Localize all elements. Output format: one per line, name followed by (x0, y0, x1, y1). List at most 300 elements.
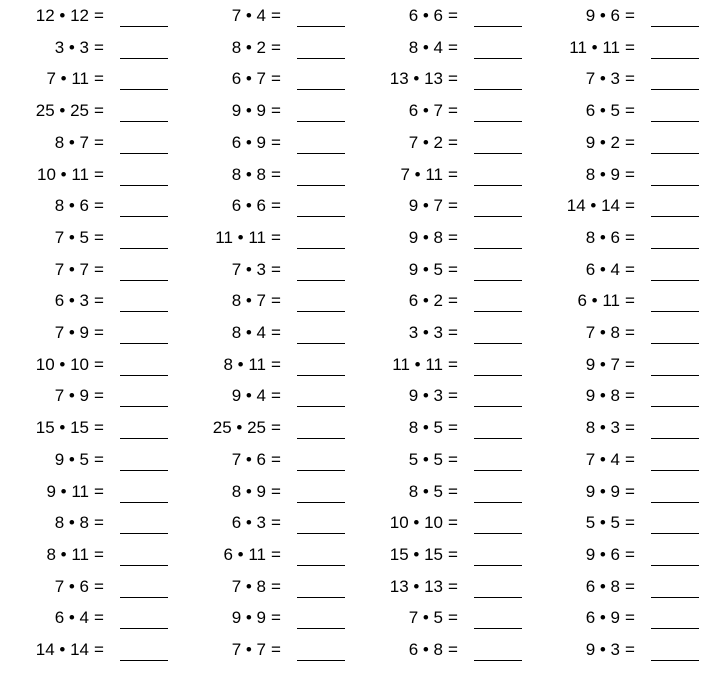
answer-blank[interactable] (120, 660, 168, 661)
answer-blank[interactable] (120, 628, 168, 629)
problem-row (177, 159, 357, 191)
answer-blank[interactable] (120, 58, 168, 59)
problem-column-1 (0, 0, 180, 675)
problem-row (354, 95, 534, 127)
equals-sign: = (625, 544, 635, 564)
multiplication-problem: 6 • 4 (585, 259, 620, 279)
equals-sign: = (448, 69, 458, 89)
problem-row (531, 32, 711, 64)
multiplication-problem: 9 • 11 (46, 481, 89, 501)
answer-blank[interactable] (651, 216, 699, 217)
answer-blank[interactable] (120, 343, 168, 344)
answer-blank[interactable] (120, 153, 168, 154)
equals-sign: = (94, 6, 104, 25)
answer-blank[interactable] (474, 58, 522, 59)
problem-row (177, 380, 357, 412)
multiplication-problem: 7 • 4 (585, 449, 620, 469)
answer-blank[interactable] (297, 375, 345, 376)
answer-blank[interactable] (651, 280, 699, 281)
problem-row (177, 571, 357, 603)
problem-row (531, 254, 711, 286)
multiplication-problem: 12 • 12 (35, 6, 89, 25)
answer-blank[interactable] (474, 628, 522, 629)
problem-row (0, 634, 180, 666)
answer-blank[interactable] (651, 343, 699, 344)
equals-sign: = (448, 544, 458, 564)
problem-row (177, 349, 357, 381)
multiplication-problem: 11 • 11 (569, 37, 620, 57)
equals-sign: = (625, 132, 635, 152)
problem-row (177, 222, 357, 254)
problem-row (531, 222, 711, 254)
equals-sign: = (448, 196, 458, 216)
problem-row (354, 602, 534, 634)
answer-blank[interactable] (120, 121, 168, 122)
multiplication-problem: 11 • 11 (215, 227, 266, 247)
answer-blank[interactable] (120, 533, 168, 534)
problem-row (531, 63, 711, 95)
equals-sign: = (271, 101, 281, 121)
equals-sign: = (448, 132, 458, 152)
answer-blank[interactable] (297, 533, 345, 534)
multiplication-problem: 9 • 5 (54, 449, 89, 469)
equals-sign: = (625, 640, 635, 659)
multiplication-problem: 9 • 3 (585, 640, 620, 659)
multiplication-problem: 9 • 2 (585, 132, 620, 152)
equals-sign: = (94, 513, 104, 533)
problem-row (0, 380, 180, 412)
problem-column-3 (354, 0, 534, 675)
multiplication-problem: 6 • 5 (585, 101, 620, 121)
equals-sign: = (271, 354, 281, 374)
equals-sign: = (94, 227, 104, 247)
problem-row (531, 507, 711, 539)
multiplication-problem: 6 • 3 (231, 513, 266, 533)
equals-sign: = (625, 37, 635, 57)
multiplication-problem: 10 • 11 (37, 164, 89, 184)
answer-blank[interactable] (297, 343, 345, 344)
problem-row (354, 32, 534, 64)
equals-sign: = (625, 227, 635, 247)
answer-blank[interactable] (120, 406, 168, 407)
problem-row (531, 539, 711, 571)
answer-blank[interactable] (474, 121, 522, 122)
answer-blank[interactable] (474, 280, 522, 281)
problem-row (177, 412, 357, 444)
equals-sign: = (94, 291, 104, 311)
problem-row (354, 285, 534, 317)
equals-sign: = (271, 418, 281, 438)
equals-sign: = (94, 418, 104, 438)
multiplication-problem: 8 • 6 (54, 196, 89, 216)
multiplication-problem: 6 • 6 (231, 196, 266, 216)
problem-row (0, 349, 180, 381)
problem-column-2 (177, 0, 357, 675)
problem-row (177, 539, 357, 571)
answer-blank[interactable] (651, 502, 699, 503)
problem-row (354, 412, 534, 444)
problem-row (177, 63, 357, 95)
answer-blank[interactable] (120, 502, 168, 503)
answer-blank[interactable] (651, 311, 699, 312)
multiplication-problem: 6 • 11 (577, 291, 620, 311)
multiplication-problem: 9 • 6 (585, 6, 620, 25)
answer-blank[interactable] (297, 438, 345, 439)
equals-sign: = (271, 608, 281, 628)
multiplication-problem: 6 • 4 (54, 608, 89, 628)
equals-sign: = (625, 449, 635, 469)
multiplication-problem: 6 • 11 (223, 544, 266, 564)
multiplication-problem: 10 • 10 (389, 513, 443, 533)
problem-row (177, 0, 357, 32)
multiplication-problem: 9 • 5 (408, 259, 443, 279)
problem-row (531, 285, 711, 317)
multiplication-problem: 7 • 11 (400, 164, 443, 184)
multiplication-problem: 5 • 5 (585, 513, 620, 533)
multiplication-problem: 6 • 3 (54, 291, 89, 311)
multiplication-problem: 7 • 4 (231, 6, 266, 25)
multiplication-problem: 8 • 7 (54, 132, 89, 152)
problem-row (177, 444, 357, 476)
multiplication-problem: 8 • 4 (408, 37, 443, 57)
problem-row (354, 444, 534, 476)
answer-blank[interactable] (297, 280, 345, 281)
multiplication-problem: 15 • 15 (389, 544, 443, 564)
answer-blank[interactable] (297, 153, 345, 154)
answer-blank[interactable] (474, 216, 522, 217)
problem-row (0, 317, 180, 349)
multiplication-problem: 7 • 5 (54, 227, 89, 247)
answer-blank[interactable] (474, 502, 522, 503)
problem-row (531, 412, 711, 444)
answer-blank[interactable] (474, 26, 522, 27)
problem-row (177, 602, 357, 634)
answer-blank[interactable] (120, 565, 168, 566)
answer-blank[interactable] (474, 438, 522, 439)
equals-sign: = (271, 69, 281, 89)
equals-sign: = (94, 101, 104, 121)
multiplication-problem: 14 • 14 (35, 640, 89, 659)
equals-sign: = (271, 323, 281, 342)
problem-row (354, 222, 534, 254)
equals-sign: = (625, 259, 635, 279)
problem-row (354, 0, 534, 32)
multiplication-problem: 15 • 15 (35, 418, 89, 438)
multiplication-problem: 7 • 8 (585, 323, 620, 342)
equals-sign: = (448, 449, 458, 469)
equals-sign: = (271, 259, 281, 279)
problem-row (354, 159, 534, 191)
problem-row (531, 571, 711, 603)
answer-blank[interactable] (651, 438, 699, 439)
answer-blank[interactable] (474, 660, 522, 661)
problem-row (0, 0, 180, 32)
problem-row (354, 571, 534, 603)
multiplication-problem: 9 • 8 (408, 227, 443, 247)
multiplication-problem: 8 • 7 (231, 291, 266, 311)
multiplication-problem: 3 • 3 (54, 37, 89, 57)
equals-sign: = (448, 101, 458, 121)
equals-sign: = (271, 640, 281, 659)
answer-blank[interactable] (474, 248, 522, 249)
answer-blank[interactable] (474, 406, 522, 407)
equals-sign: = (271, 513, 281, 533)
equals-sign: = (625, 323, 635, 342)
problem-row (0, 539, 180, 571)
multiplication-problem: 7 • 6 (54, 576, 89, 596)
problem-row (0, 190, 180, 222)
multiplication-problem: 13 • 13 (389, 576, 443, 596)
answer-blank[interactable] (474, 597, 522, 598)
equals-sign: = (94, 576, 104, 596)
answer-blank[interactable] (651, 406, 699, 407)
problem-row (177, 507, 357, 539)
answer-blank[interactable] (474, 375, 522, 376)
equals-sign: = (448, 418, 458, 438)
answer-blank[interactable] (120, 280, 168, 281)
problem-row (0, 127, 180, 159)
multiplication-problem: 8 • 9 (231, 481, 266, 501)
problem-row (531, 476, 711, 508)
equals-sign: = (625, 6, 635, 25)
multiplication-problem: 13 • 13 (389, 69, 443, 89)
problem-row (177, 476, 357, 508)
multiplication-problem: 8 • 6 (585, 227, 620, 247)
equals-sign: = (448, 640, 458, 659)
multiplication-problem: 6 • 7 (408, 101, 443, 121)
multiplication-problem: 8 • 9 (585, 164, 620, 184)
multiplication-problem: 6 • 2 (408, 291, 443, 311)
equals-sign: = (271, 576, 281, 596)
answer-blank[interactable] (297, 406, 345, 407)
multiplication-problem: 6 • 9 (585, 608, 620, 628)
answer-blank[interactable] (297, 89, 345, 90)
equals-sign: = (94, 37, 104, 57)
multiplication-problem: 7 • 2 (408, 132, 443, 152)
answer-blank[interactable] (651, 597, 699, 598)
problem-row (354, 380, 534, 412)
equals-sign: = (271, 196, 281, 216)
problem-row (0, 476, 180, 508)
answer-blank[interactable] (120, 248, 168, 249)
answer-blank[interactable] (651, 153, 699, 154)
answer-blank[interactable] (651, 248, 699, 249)
equals-sign: = (271, 386, 281, 406)
equals-sign: = (271, 449, 281, 469)
problem-row (0, 571, 180, 603)
problem-row (531, 349, 711, 381)
problem-row (177, 32, 357, 64)
answer-blank[interactable] (297, 185, 345, 186)
answer-blank[interactable] (297, 121, 345, 122)
equals-sign: = (625, 513, 635, 533)
multiplication-problem: 7 • 5 (408, 608, 443, 628)
equals-sign: = (625, 418, 635, 438)
answer-blank[interactable] (120, 470, 168, 471)
answer-blank[interactable] (474, 533, 522, 534)
equals-sign: = (625, 101, 635, 121)
multiplication-problem: 9 • 7 (408, 196, 443, 216)
equals-sign: = (625, 164, 635, 184)
problem-row (177, 317, 357, 349)
answer-blank[interactable] (297, 565, 345, 566)
equals-sign: = (448, 37, 458, 57)
equals-sign: = (448, 164, 458, 184)
problem-row (354, 127, 534, 159)
problem-row (531, 127, 711, 159)
problem-row (354, 254, 534, 286)
answer-blank[interactable] (651, 565, 699, 566)
answer-blank[interactable] (651, 26, 699, 27)
answer-blank[interactable] (651, 660, 699, 661)
equals-sign: = (271, 544, 281, 564)
problem-row (531, 0, 711, 32)
equals-sign: = (94, 196, 104, 216)
multiplication-problem: 9 • 9 (231, 608, 266, 628)
multiplication-problem: 7 • 3 (231, 259, 266, 279)
equals-sign: = (625, 608, 635, 628)
multiplication-problem: 6 • 8 (408, 640, 443, 659)
multiplication-problem: 7 • 7 (54, 259, 89, 279)
answer-blank[interactable] (297, 628, 345, 629)
answer-blank[interactable] (474, 470, 522, 471)
equals-sign: = (271, 481, 281, 501)
answer-blank[interactable] (120, 185, 168, 186)
answer-blank[interactable] (120, 438, 168, 439)
equals-sign: = (271, 132, 281, 152)
problem-row (0, 32, 180, 64)
answer-blank[interactable] (297, 58, 345, 59)
answer-blank[interactable] (297, 502, 345, 503)
problem-row (354, 349, 534, 381)
answer-blank[interactable] (297, 26, 345, 27)
problem-row (0, 285, 180, 317)
equals-sign: = (94, 481, 104, 501)
multiplication-problem: 8 • 11 (46, 544, 89, 564)
answer-blank[interactable] (474, 185, 522, 186)
equals-sign: = (448, 481, 458, 501)
answer-blank[interactable] (651, 58, 699, 59)
answer-blank[interactable] (297, 248, 345, 249)
answer-blank[interactable] (120, 89, 168, 90)
equals-sign: = (448, 323, 458, 342)
problem-row (0, 222, 180, 254)
answer-blank[interactable] (120, 216, 168, 217)
answer-blank[interactable] (297, 216, 345, 217)
multiplication-problem: 8 • 5 (408, 418, 443, 438)
multiplication-problem: 6 • 8 (585, 576, 620, 596)
equals-sign: = (94, 164, 104, 184)
equals-sign: = (271, 164, 281, 184)
equals-sign: = (94, 640, 104, 659)
multiplication-problem: 7 • 9 (54, 323, 89, 342)
answer-blank[interactable] (474, 153, 522, 154)
equals-sign: = (94, 323, 104, 342)
answer-blank[interactable] (297, 470, 345, 471)
multiplication-problem: 8 • 8 (54, 513, 89, 533)
answer-blank[interactable] (651, 121, 699, 122)
problem-row (177, 95, 357, 127)
multiplication-problem: 6 • 6 (408, 6, 443, 25)
equals-sign: = (625, 386, 635, 406)
multiplication-problem: 6 • 7 (231, 69, 266, 89)
problem-row (354, 317, 534, 349)
answer-blank[interactable] (120, 26, 168, 27)
equals-sign: = (94, 544, 104, 564)
answer-blank[interactable] (651, 470, 699, 471)
problem-row (0, 602, 180, 634)
problem-row (0, 63, 180, 95)
multiplication-problem: 7 • 6 (231, 449, 266, 469)
equals-sign: = (448, 386, 458, 406)
answer-blank[interactable] (120, 375, 168, 376)
problem-row (0, 444, 180, 476)
problem-row (177, 254, 357, 286)
answer-blank[interactable] (651, 185, 699, 186)
problem-row (354, 476, 534, 508)
multiplication-problem: 9 • 3 (408, 386, 443, 406)
problem-row (177, 127, 357, 159)
multiplication-problem: 9 • 4 (231, 386, 266, 406)
multiplication-problem: 8 • 2 (231, 37, 266, 57)
answer-blank[interactable] (474, 311, 522, 312)
answer-blank[interactable] (120, 597, 168, 598)
problem-row (531, 602, 711, 634)
multiplication-problem: 9 • 7 (585, 354, 620, 374)
problem-row (531, 444, 711, 476)
equals-sign: = (448, 227, 458, 247)
equals-sign: = (625, 291, 635, 311)
equals-sign: = (94, 132, 104, 152)
problem-row (0, 412, 180, 444)
equals-sign: = (625, 69, 635, 89)
problem-column-4 (531, 0, 711, 675)
problem-row (177, 190, 357, 222)
multiplication-problem: 25 • 25 (212, 418, 266, 438)
equals-sign: = (271, 6, 281, 25)
answer-blank[interactable] (474, 565, 522, 566)
problem-row (531, 159, 711, 191)
multiplication-problem: 3 • 3 (408, 323, 443, 342)
equals-sign: = (448, 291, 458, 311)
multiplication-problem: 8 • 3 (585, 418, 620, 438)
answer-blank[interactable] (297, 311, 345, 312)
multiplication-problem: 7 • 3 (585, 69, 620, 89)
answer-blank[interactable] (651, 375, 699, 376)
problem-row (0, 159, 180, 191)
answer-blank[interactable] (474, 89, 522, 90)
multiplication-problem: 7 • 7 (231, 640, 266, 659)
answer-blank[interactable] (651, 89, 699, 90)
answer-blank[interactable] (474, 343, 522, 344)
answer-blank[interactable] (297, 597, 345, 598)
equals-sign: = (94, 354, 104, 374)
problem-row (177, 285, 357, 317)
equals-sign: = (271, 37, 281, 57)
answer-blank[interactable] (651, 628, 699, 629)
equals-sign: = (625, 354, 635, 374)
problem-row (531, 317, 711, 349)
equals-sign: = (94, 449, 104, 469)
multiplication-problem: 9 • 6 (585, 544, 620, 564)
problem-row (531, 95, 711, 127)
answer-blank[interactable] (297, 660, 345, 661)
problem-row (0, 507, 180, 539)
problem-row (531, 190, 711, 222)
multiplication-problem: 5 • 5 (408, 449, 443, 469)
answer-blank[interactable] (120, 311, 168, 312)
answer-blank[interactable] (651, 533, 699, 534)
